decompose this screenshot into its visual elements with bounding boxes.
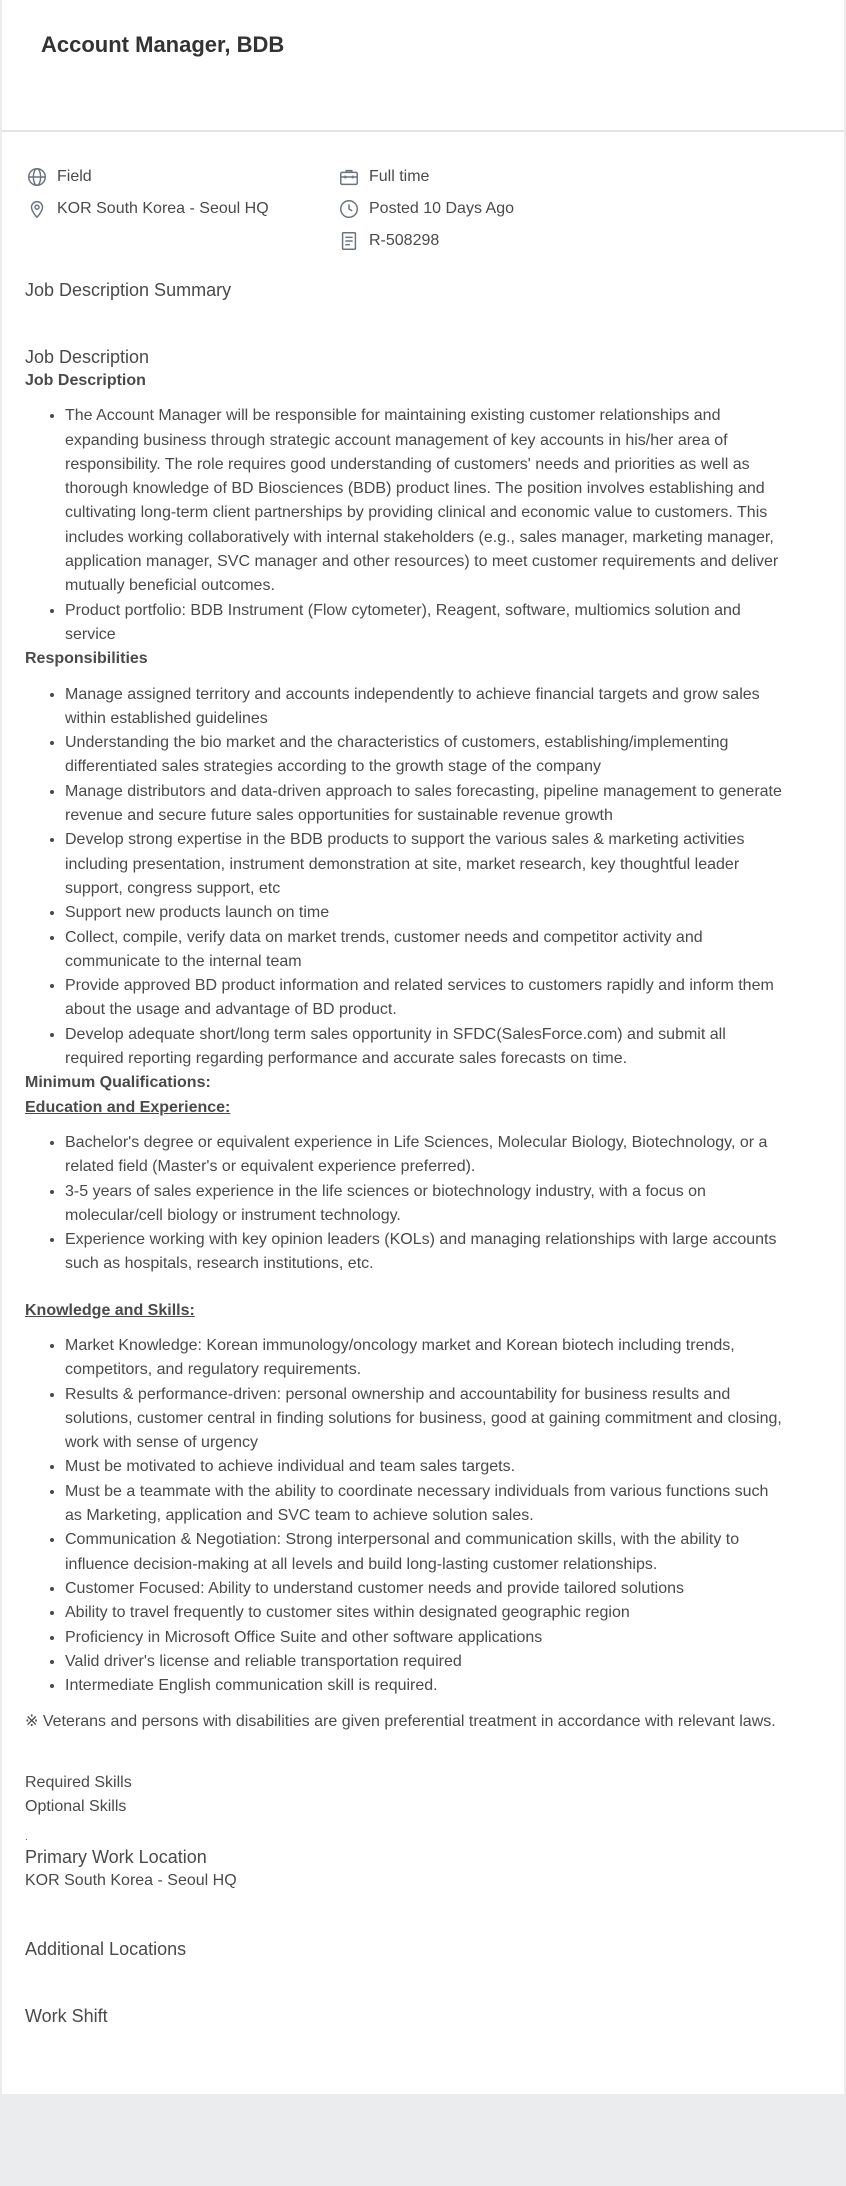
primary-location-heading: Primary Work Location	[25, 1847, 207, 1868]
list-item: • Manage distributors and data-driven approach to sales forecasting, pipeline management to generate revenue and secure future sales opportunities for sustainable revenue growth	[65, 780, 785, 829]
list-item: • Bachelor's degree or equivalent experience in Life Sciences, Molecular Biology, Biotechnology, or a related field (Master's or equivalent experience preferred).	[65, 1131, 785, 1180]
optional-skills-label: Optional Skills	[25, 1798, 127, 1816]
responsibilities-label: Responsibilities	[25, 650, 148, 668]
meta-employment-text: Full time	[369, 168, 430, 185]
min-qualifications-label: Minimum Qualifications:	[25, 1074, 211, 1092]
list-item: • Communication & Negotiation: Strong interpersonal and communication skills, with the ability to influence decision-making at all levels and build long-lasting customer relationships.	[65, 1528, 785, 1577]
globe-icon	[26, 166, 48, 188]
briefcase-icon	[338, 166, 360, 188]
list-item: • Customer Focused: Ability to understand customer needs and provide tailored solutions	[65, 1577, 785, 1601]
meta-posted-text: Posted 10 Days Ago	[369, 200, 514, 217]
description-heading: Job Description	[25, 347, 150, 367]
list-item: • Valid driver's license and reliable transportation required	[65, 1650, 785, 1674]
work-shift-heading: Work Shift	[25, 2005, 108, 2026]
knowledge-skills-list	[25, 1334, 785, 1698]
location-pin-icon	[26, 198, 48, 220]
primary-location-value: KOR South Korea - Seoul HQ	[25, 1872, 237, 1890]
meta-employment	[338, 166, 429, 188]
job-header	[2, 0, 844, 132]
job-title: Account Manager, BDB	[41, 32, 285, 57]
list-item: • Ability to travel frequently to customer sites within designated geographic region	[65, 1601, 785, 1625]
jd-label: Job Description	[25, 372, 146, 389]
meta-location	[26, 198, 269, 220]
list-item: • Product portfolio: BDB Instrument (Flow cytometer), Reagent, software, multiomics solution and service	[65, 599, 785, 648]
meta-field-text: Field	[57, 168, 92, 185]
meta-location-text: KOR South Korea - Seoul HQ	[57, 200, 269, 217]
list-item: • Support new products launch on time	[65, 901, 785, 925]
list-item: • Provide approved BD product information and related services to customers rapidly and inform them about the usage and advantage of BD product.	[65, 974, 785, 1023]
job-posting-card	[2, 0, 844, 2094]
list-item: • 3-5 years of sales experience in the life sciences or biotechnology industry, with a focus on molecular/cell biology or instrument technology.	[65, 1180, 785, 1229]
list-item: • Collect, compile, verify data on market trends, customer needs and competitor activity and communicate to the internal team	[65, 926, 785, 975]
list-item: • Develop strong expertise in the BDB products to support the various sales & marketing activities including presentation, instrument demonstration at site, market research, key thoughtful leader support, congress support, etc	[65, 828, 785, 901]
jd-list	[25, 404, 785, 647]
list-item: • Results & performance-driven: personal ownership and accountability for business results and solutions, customer central in finding solutions for business, good at gaining commitment and closing, work with sense of urgency	[65, 1383, 785, 1456]
meta-req-id-text: R-508298	[369, 232, 440, 249]
responsibilities-list	[25, 683, 785, 1072]
job-content	[25, 278, 785, 2028]
meta-req-id	[338, 230, 439, 252]
list-item: • Develop adequate short/long term sales opportunity in SFDC(SalesForce.com) and submit all required reporting regarding performance and accurate sales forecasts on time.	[65, 1023, 785, 1072]
meta-posted	[338, 198, 514, 220]
knowledge-skills-label: Knowledge and Skills:	[25, 1301, 195, 1319]
document-icon	[338, 230, 360, 252]
separator-dot: .	[25, 1832, 28, 1844]
education-label: Education and Experience:	[25, 1098, 231, 1116]
list-item: • Must be a teammate with the ability to coordinate necessary individuals from various functions such as Marketing, application and SVC team to achieve solution sales.	[65, 1480, 785, 1529]
required-skills-label: Required Skills	[25, 1773, 132, 1791]
list-item: • Experience working with key opinion leaders (KOLs) and managing relationships with large accounts such as hospitals, research institutions, etc.	[65, 1228, 785, 1277]
list-item: • Understanding the bio market and the characteristics of customers, establishing/implementing differentiated sales strategies according to the growth stage of the company	[65, 731, 785, 780]
education-list	[25, 1131, 785, 1277]
list-item: • Must be motivated to achieve individual and team sales targets.	[65, 1455, 785, 1479]
list-item: • Manage assigned territory and accounts independently to achieve financial targets and grow sales within established guidelines	[65, 683, 785, 732]
veterans-note: ※ Veterans and persons with disabilities are given preferential treatment in accordance with relevant laws.	[25, 1713, 776, 1731]
list-item: • Proficiency in Microsoft Office Suite and other software applications	[65, 1626, 785, 1650]
list-item: • The Account Manager will be responsible for maintaining existing customer relationships and expanding business through strategic account management of key accounts in his/her area of responsibility. The role requires good understanding of customers' needs and priorities as well as thorough knowledge of BD Biosciences (BDB) product lines. The position involves establishing and cultivating long-term client partnerships by providing clinical and economic value to customers. This includes working collaboratively with internal stakeholders (e.g., sales manager, marketing manager, application manager, SVC manager and other resources) to meet customer requirements and deliver mutually beneficial outcomes.	[65, 404, 785, 598]
meta-field	[26, 166, 92, 188]
summary-heading: Job Description Summary	[25, 280, 232, 300]
list-item: • Intermediate English communication skill is required.	[65, 1674, 785, 1698]
clock-icon	[338, 198, 360, 220]
list-item: • Market Knowledge: Korean immunology/oncology market and Korean biotech including trends, competitors, and regulatory requirements.	[65, 1334, 785, 1383]
additional-locations-heading: Additional Locations	[25, 1938, 187, 1959]
